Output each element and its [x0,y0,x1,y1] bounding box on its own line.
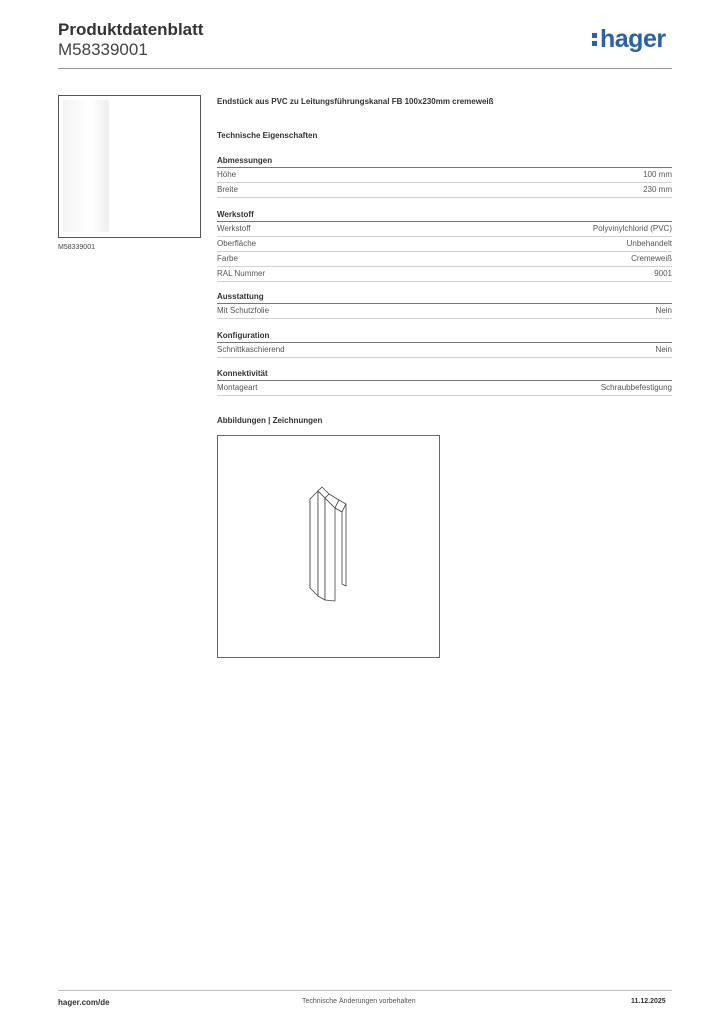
section-abmessungen [217,155,672,198]
footer-divider [58,990,672,991]
product-photo [63,100,109,232]
property-label: Mit Schutzfolie [217,306,270,315]
property-label: Werkstoff [217,224,251,233]
thumbnail-caption: M58339001 [58,244,95,251]
section-title: Konfiguration [217,330,672,343]
section-title: Werkstoff [217,209,672,222]
property-row [217,168,672,183]
section-title: Ausstattung [217,291,672,304]
property-row [217,267,672,282]
property-value: Nein [655,306,672,315]
footer-notice: Technische Änderungen vorbehalten [302,998,416,1005]
logo-colon-icon [592,27,598,47]
page-title: Produktdatenblatt [58,20,204,39]
technical-properties-heading: Technische Eigenschaften [217,131,318,140]
property-row [217,304,672,319]
images-heading: Abbildungen | Zeichnungen [217,416,323,425]
property-label: Montageart [217,383,258,392]
property-row [217,183,672,198]
property-row [217,222,672,237]
property-label: Breite [217,185,238,194]
property-value: 9001 [654,269,672,278]
header-divider [58,68,672,69]
section-konnektivitaet [217,368,672,396]
product-thumbnail [58,95,201,238]
property-label: Oberfläche [217,239,257,248]
section-ausstattung [217,291,672,319]
section-title: Konnektivität [217,368,672,381]
article-number: M58339001 [58,40,148,59]
property-value: Cremeweiß [631,254,672,263]
product-description: Endstück aus PVC zu Leitungsführungskanal FB 100x230mm cremeweiß [217,97,494,106]
logo-text: hager [600,25,666,53]
property-value: Schraubbefestigung [600,383,672,392]
technical-drawing [217,435,440,658]
property-value: Unbehandelt [626,239,672,248]
property-label: RAL Nummer [217,269,266,278]
section-title: Abmessungen [217,155,672,168]
property-value: Nein [655,345,672,354]
footer-website-link[interactable]: hager.com/de [58,998,110,1007]
property-label: Schnittkaschierend [217,345,285,354]
section-werkstoff [217,209,672,282]
property-row [217,237,672,252]
property-value: Polyvinylchlorid (PVC) [592,224,672,233]
property-row [217,381,672,396]
property-row [217,343,672,358]
property-row [217,252,672,267]
property-label: Höhe [217,170,237,179]
section-konfiguration [217,330,672,358]
hager-logo [592,25,666,54]
property-label: Farbe [217,254,238,263]
footer-date: 11.12.2025 [631,998,666,1005]
end-cap-drawing [218,436,439,657]
property-value: 230 mm [643,185,672,194]
property-value: 100 mm [643,170,672,179]
